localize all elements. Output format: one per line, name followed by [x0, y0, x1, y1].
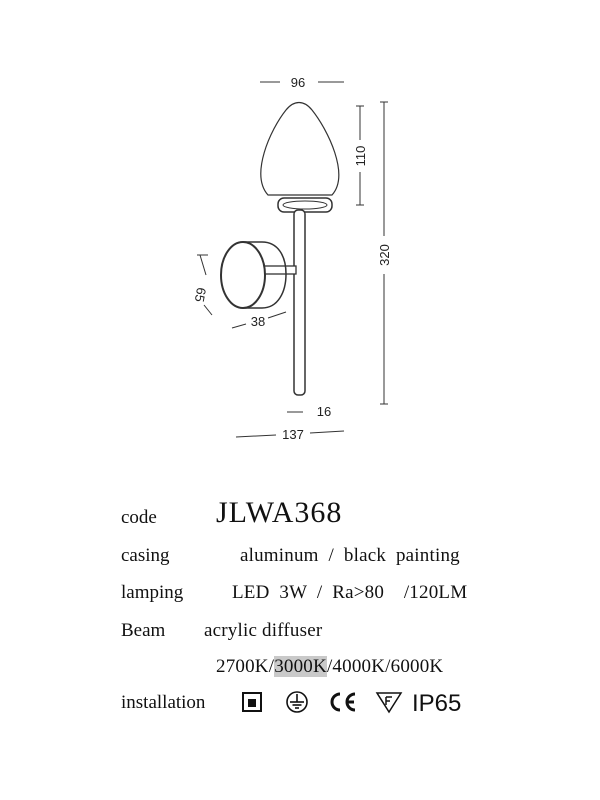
code-value: JLWA368 [216, 496, 343, 529]
ip-rating: IP65 [412, 690, 462, 717]
dim-head-height-label: 110 [353, 145, 368, 167]
lamping-value: LED 3W / Ra>80 /120LM [232, 582, 468, 603]
dim-head-height [353, 106, 368, 205]
casing-value: aluminum / black painting [240, 545, 460, 566]
beam-label: Beam [121, 620, 166, 641]
dim-base-depth-label: 38 [250, 314, 266, 329]
lamp-head-cone [261, 103, 339, 196]
ce-mark-icon [326, 690, 360, 714]
dim-base-depth [232, 312, 286, 329]
cct-selected: 3000K [274, 656, 327, 677]
cct-suffix: /4000K/6000K [326, 656, 444, 677]
dim-width-top-label: 96 [290, 75, 306, 90]
dim-base-diameter-label: 65 [191, 286, 210, 304]
class-ii-icon [240, 690, 266, 714]
lamp-head-ring [278, 198, 332, 212]
cct-prefix: 2700K/ [216, 656, 275, 677]
dim-width-top [260, 75, 344, 90]
lamp-wall-base [221, 242, 286, 308]
dim-tube-diameter [287, 404, 331, 419]
dim-projection-label: 137 [282, 427, 304, 442]
dim-base-diameter [192, 255, 212, 315]
lamping-label: lamping [121, 582, 184, 603]
code-label: code [121, 507, 157, 528]
installation-label: installation [121, 692, 206, 713]
dim-total-height [377, 102, 392, 404]
earth-ground-icon [284, 690, 310, 714]
lamp-tube [294, 210, 305, 395]
dim-tube-diameter-label: 16 [316, 404, 332, 419]
casing-label: casing [121, 545, 170, 566]
dim-projection [236, 427, 344, 442]
dim-total-height-label: 320 [377, 244, 392, 266]
lamp-arm [262, 266, 296, 274]
cct-options [216, 656, 443, 678]
f-mark-icon [374, 690, 404, 714]
beam-value: acrylic diffuser [204, 620, 323, 641]
